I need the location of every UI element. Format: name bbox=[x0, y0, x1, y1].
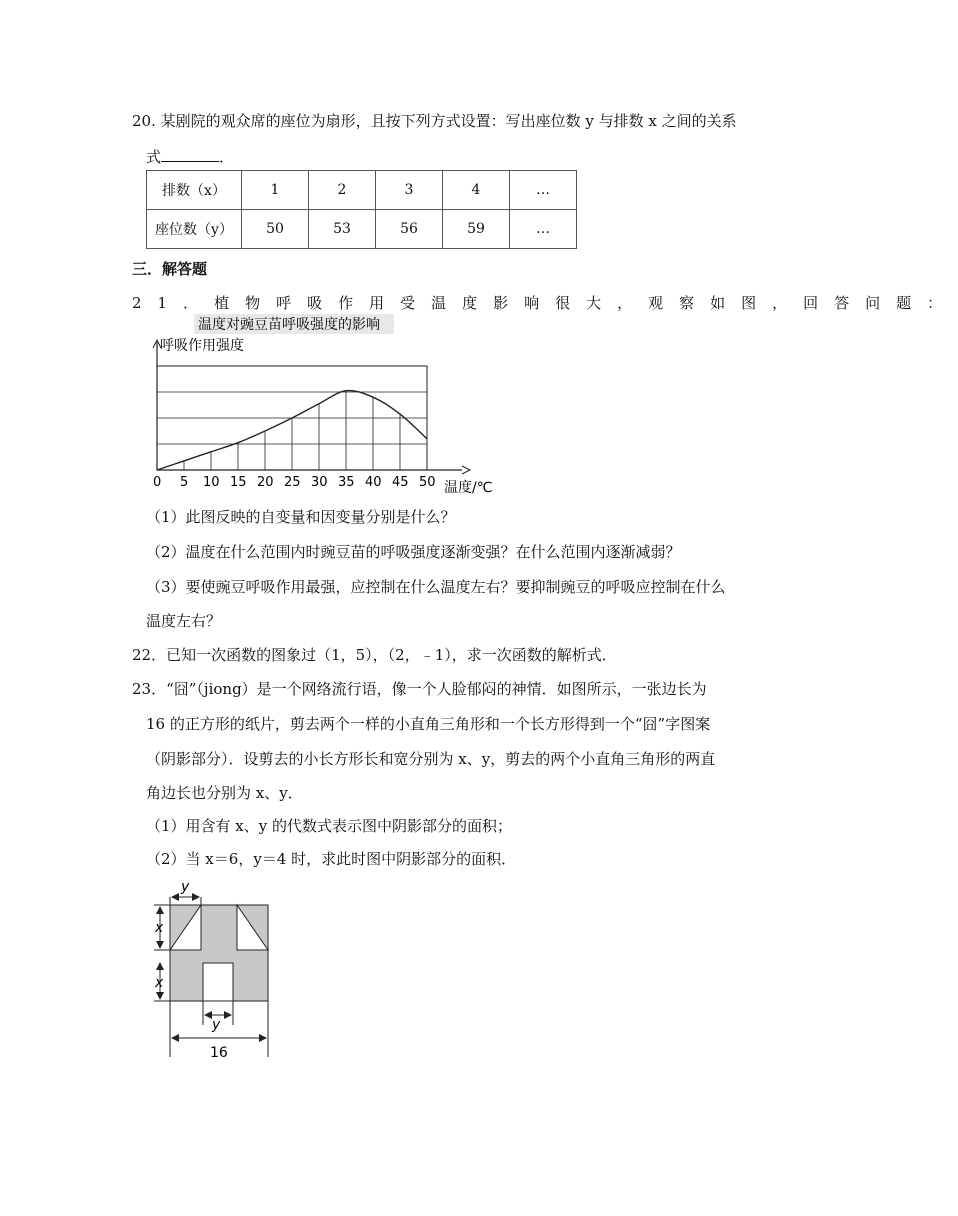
q23-sub1: （1）用含有 x、y 的代数式表示图中阴影部分的面积； bbox=[146, 817, 513, 835]
q20-line2-start: 式 bbox=[146, 148, 162, 166]
x-tick-label: 40 bbox=[365, 475, 382, 490]
q21-sub2: （2）温度在什么范围内时豌豆苗的呼吸强度逐渐变强？在什么范围内逐渐减弱？ bbox=[146, 543, 681, 561]
chart-ticks bbox=[153, 475, 436, 490]
x-tick-label: 30 bbox=[311, 475, 328, 490]
row-header-rows: 排数（x） bbox=[147, 171, 242, 210]
table-row bbox=[147, 210, 577, 249]
table-cell: 3 bbox=[376, 171, 443, 210]
table-row bbox=[147, 171, 577, 210]
q23-line1: 23．“囧”（jiong）是一个网络流行语，像一个人脸郁闷的神情．如图所示，一张边长为 bbox=[132, 680, 707, 698]
label-side: 16 bbox=[210, 1045, 228, 1061]
q20-line2-end: ． bbox=[219, 148, 235, 166]
q23-sub2: （2）当 x＝6，y＝4 时，求此时图中阴影部分的面积． bbox=[146, 850, 517, 868]
chart-title: 温度对豌豆苗呼吸强度的影响 bbox=[198, 317, 380, 333]
q20-line1: 20. 某剧院的观众席的座位为扇形，且按下列方式设置：写出座位数 y 与排数 x 之间的关系 bbox=[132, 112, 737, 130]
x-tick-label: 15 bbox=[230, 475, 247, 490]
table-cell: 2 bbox=[309, 171, 376, 210]
jiong-figure bbox=[146, 875, 306, 1065]
table-cell: 56 bbox=[376, 210, 443, 249]
table-cell: 59 bbox=[443, 210, 510, 249]
x-tick-label: 35 bbox=[338, 475, 355, 490]
q21-sub3-line1: （3）要使豌豆呼吸作用最强，应控制在什么温度左右？要抑制豌豆的呼吸应控制在什么 bbox=[146, 578, 726, 596]
q23-line2: 16 的正方形的纸片，剪去两个一样的小直角三角形和一个长方形得到一个“囧”字图案 bbox=[146, 715, 711, 733]
row-header-seats: 座位数（y） bbox=[147, 210, 242, 249]
q23-line3: （阴影部分）．设剪去的小长方形长和宽分别为 x、y，剪去的两个小直角三角形的两直 bbox=[146, 750, 716, 768]
x-tick-label: 45 bbox=[392, 475, 409, 490]
x-tick-label: 50 bbox=[419, 475, 436, 490]
table-cell: 53 bbox=[309, 210, 376, 249]
x-tick-label: 20 bbox=[257, 475, 274, 490]
x-tick-label: 5 bbox=[180, 475, 189, 490]
table-cell: 50 bbox=[242, 210, 309, 249]
rectangle-cutout bbox=[203, 963, 233, 1001]
section-heading: 三．解答题 bbox=[132, 260, 208, 278]
x-tick-label: 25 bbox=[284, 475, 301, 490]
table-cell: 1 bbox=[242, 171, 309, 210]
q23-line4: 角边长也分别为 x、y． bbox=[146, 784, 303, 802]
label-x-lower: x bbox=[155, 975, 164, 991]
table-cell: … bbox=[510, 210, 577, 249]
x-tick-label: 10 bbox=[203, 475, 220, 490]
q20-line2 bbox=[146, 146, 234, 167]
respiration-chart bbox=[140, 314, 500, 494]
y-axis-label: 呼吸作用强度 bbox=[160, 338, 244, 354]
label-x-upper: x bbox=[155, 920, 164, 936]
x-tick-label: 0 bbox=[153, 475, 162, 490]
seat-table bbox=[146, 170, 577, 249]
table-cell: … bbox=[510, 171, 577, 210]
x-axis-label: 温度/℃ bbox=[444, 480, 493, 496]
q22-line1: 22．已知一次函数的图象过（1，5），（2，﹣1），求一次函数的解析式． bbox=[132, 646, 617, 664]
q21-line1: 21．植物呼吸作用受温度影响很大，观察如图，回答问题： bbox=[132, 294, 958, 312]
answer-blank[interactable] bbox=[161, 147, 219, 162]
label-y-top: y bbox=[181, 879, 190, 895]
table-cell: 4 bbox=[443, 171, 510, 210]
x-axis-arrow bbox=[462, 466, 470, 474]
q21-sub3-line2: 温度左右？ bbox=[146, 612, 222, 630]
label-y-bottom: y bbox=[212, 1017, 221, 1033]
q21-sub1: （1）此图反映的自变量和因变量分别是什么？ bbox=[146, 508, 456, 526]
